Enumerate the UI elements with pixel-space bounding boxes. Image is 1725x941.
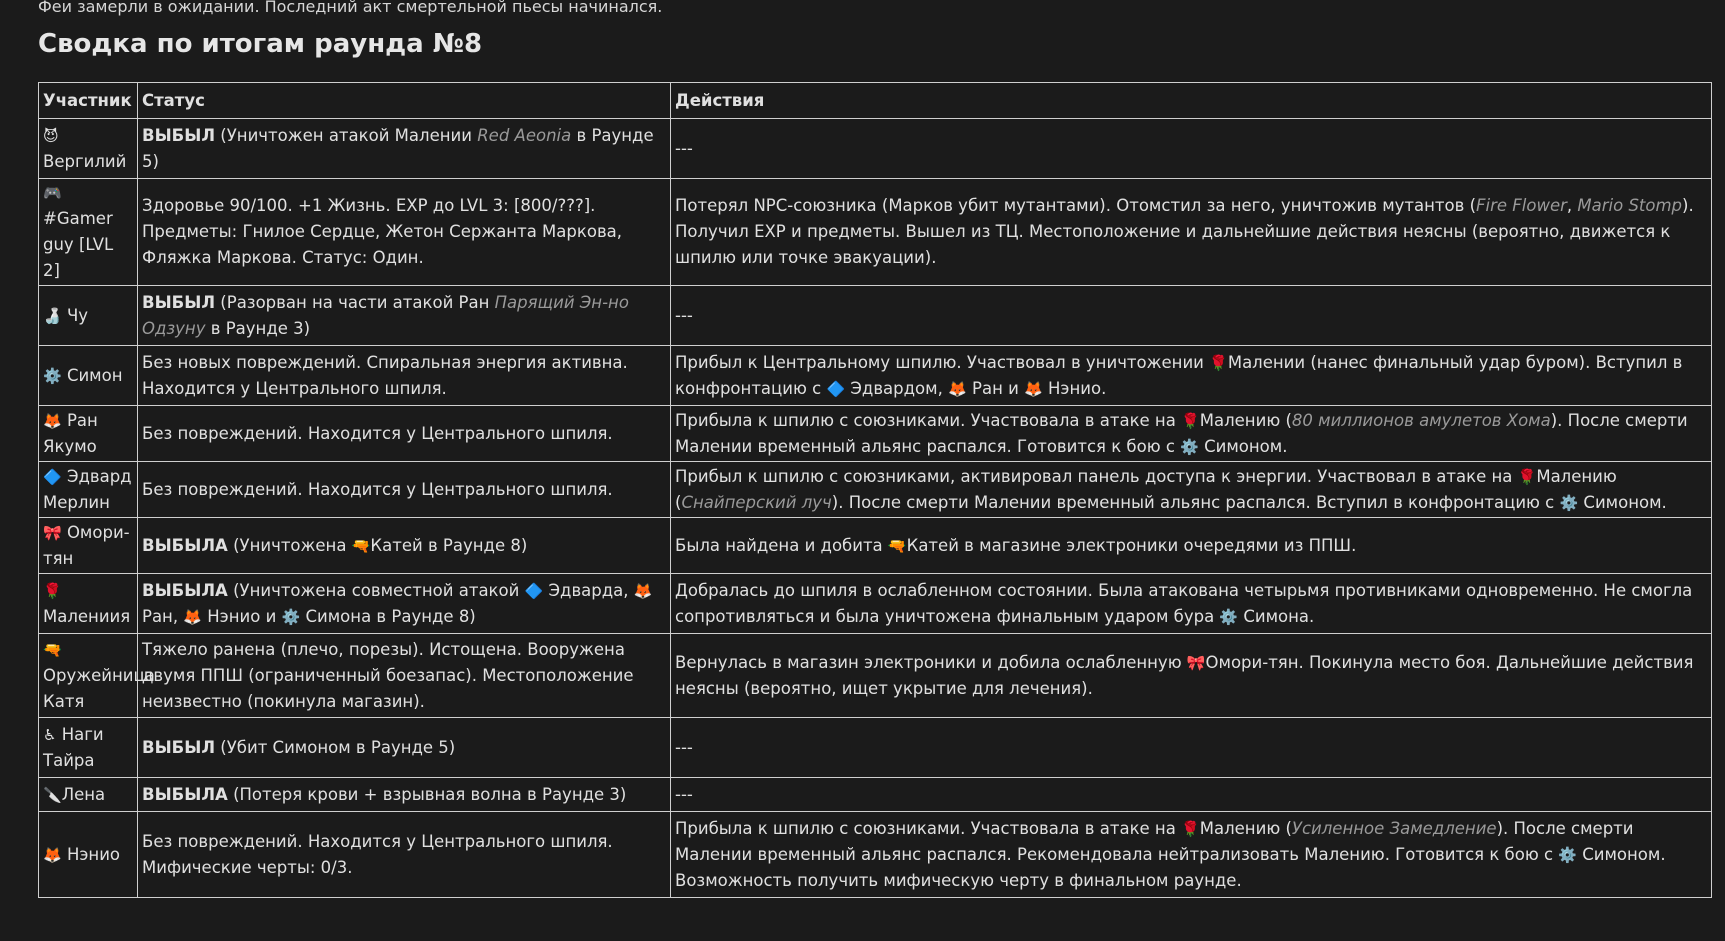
table-row <box>39 778 1712 812</box>
actions-text: Нэнио. <box>1042 378 1107 398</box>
round-summary-table <box>38 82 1712 898</box>
fox-icon: 🦊 <box>948 379 967 398</box>
participant-name: #Gamer guy [LVL 2] <box>43 209 114 280</box>
actions-text: Симона. <box>1238 606 1315 626</box>
participant-cell <box>39 518 138 574</box>
fox-icon: 🦊 <box>183 607 203 626</box>
status-text: в Раунде 3) <box>205 318 311 338</box>
attack-name: Усиленное Замедление <box>1291 818 1497 838</box>
attack-name: Red Aeonia <box>477 125 572 145</box>
status-text: (Уничтожена <box>227 535 352 555</box>
actions-text: , <box>1566 196 1578 215</box>
actions-text: ). После смерти Малении временный альянс распался. Рекомендовала нейтрализовать Малению. Готовится к бою с <box>675 818 1634 864</box>
participant-cell <box>39 286 138 346</box>
status-cell: Без новых повреждений. Спиральная энергия активна. Находится у Центрального шпиля. <box>138 346 671 406</box>
fox-icon: 🦊 <box>43 411 62 430</box>
participant-cell <box>39 812 138 898</box>
fox-icon: 🦊 <box>1024 379 1043 398</box>
status-cell <box>138 286 671 346</box>
actions-cell <box>671 346 1712 406</box>
participant-name: Омори-тян <box>43 522 130 568</box>
participant-name: Нэнио <box>66 844 121 864</box>
fox-icon: 🦊 <box>43 845 62 864</box>
participant-name: Оружейница Катя <box>43 665 155 711</box>
status-cell: Тяжело ранена (плечо, порезы). Истощена. Вооружена двумя ППШ (ограниченный боезапас). Местоположение неизвестно (покинула магазин). <box>138 634 671 718</box>
participant-cell <box>39 462 138 518</box>
participant-cell <box>39 778 138 812</box>
diamond-icon: 🔷 <box>43 467 62 486</box>
status-text: Эдварда, <box>543 580 634 600</box>
participant-name: Ран Якумо <box>43 410 98 456</box>
gun-icon: 🔫 <box>887 536 907 555</box>
status-text: (Уничтожен атакой Малении <box>215 125 478 145</box>
participant-cell <box>39 406 138 462</box>
gear-icon: ⚙️ <box>281 607 301 626</box>
status-cell <box>138 778 671 812</box>
column-header-status: Статус <box>138 83 671 119</box>
status-text: Катей в Раунде 8) <box>370 535 528 555</box>
actions-text: Катей в магазине электроники очередями из ППШ. <box>906 535 1357 555</box>
actions-cell: --- <box>671 119 1712 179</box>
participant-name: Чу <box>66 305 89 325</box>
actions-text: Малению ( <box>1199 818 1292 838</box>
table-row <box>39 718 1712 778</box>
actions-text: ). Получил EXP и предметы. Вышел из ТЦ. Местоположение и дальнейшие действия неясны (вероятно, движется к шпилю или точке эвакуации). <box>675 196 1694 267</box>
status-text: (Потеря крови + взрывная волна в Раунде 3) <box>227 784 627 804</box>
status-cell: Без повреждений. Находится у Центрального шпиля. <box>138 462 671 518</box>
gear-icon: ⚙️ <box>1558 845 1577 864</box>
participant-cell <box>39 179 138 286</box>
rose-icon: 🌹 <box>1181 411 1200 430</box>
participant-name: Эдвард Мерлин <box>43 466 132 512</box>
eliminated-label: ВЫБЫЛА <box>142 580 228 600</box>
actions-cell <box>671 634 1712 718</box>
status-text: (Убит Симоном в Раунде 5) <box>215 737 456 757</box>
eliminated-label: ВЫБЫЛА <box>142 784 228 804</box>
actions-text: Симоном. Возможность получить мифическую черту в финальном раунде. <box>675 844 1666 890</box>
diamond-icon: 🔷 <box>524 581 544 600</box>
knife-icon: 🔪 <box>43 785 62 804</box>
gear-icon: ⚙️ <box>1180 437 1199 456</box>
table-row <box>39 812 1712 898</box>
eliminated-label: ВЫБЫЛА <box>142 535 228 555</box>
table-row <box>39 574 1712 634</box>
status-text: в Раунде 5) <box>142 125 654 171</box>
gear-icon: ⚙️ <box>1559 493 1579 512</box>
actions-cell <box>671 574 1712 634</box>
table-row <box>39 462 1712 518</box>
attack-name: Fire Flower <box>1476 196 1567 215</box>
table-header-row <box>39 83 1712 119</box>
status-cell: Без повреждений. Находится у Центрального шпиля. <box>138 406 671 462</box>
actions-text: Вернулась в магазин электроники и добила ослабленную <box>675 652 1187 672</box>
rose-icon: 🌹 <box>43 581 62 600</box>
page-title: Сводка по итогам раунда №8 <box>38 29 483 59</box>
actions-text: Потерял NPC-союзника (Марков убит мутантами). Отомстил за него, уничтожив мутантов ( <box>675 196 1477 215</box>
rose-icon: 🌹 <box>1517 467 1537 486</box>
actions-cell <box>671 812 1712 898</box>
actions-text: Прибыла к шпилю с союзниками. Участвовала в атаке на <box>675 410 1182 430</box>
rose-icon: 🌹 <box>1209 353 1228 372</box>
actions-text: Симоном. <box>1578 492 1667 512</box>
participant-cell <box>39 346 138 406</box>
table-row <box>39 518 1712 574</box>
status-cell <box>138 119 671 179</box>
actions-cell <box>671 406 1712 462</box>
devil-icon: 😈 <box>43 126 59 145</box>
participant-cell <box>39 119 138 179</box>
participant-cell <box>39 718 138 778</box>
participant-name: Вергилий <box>43 151 127 171</box>
actions-text: Малению ( <box>675 466 1617 512</box>
status-cell: Без повреждений. Находится у Центрального шпиля. Мифические черты: 0/3. <box>138 812 671 898</box>
actions-cell: --- <box>671 778 1712 812</box>
actions-text: Добралась до шпиля в ослабленном состоянии. Была атакована четырьмя противниками одновременно. Не смогла сопротивляться и была уничтожена финальным ударом бура <box>675 580 1693 626</box>
actions-text: Прибыл к Центральному шпилю. Участвовал в уничтожении <box>675 352 1210 372</box>
status-cell: Здоровье 90/100. +1 Жизнь. EXP до LVL 3: [800/???]. Предметы: Гнилое Сердце, Жетон Сержанта Маркова, Фляжка Маркова. Статус: Один. <box>138 179 671 286</box>
attack-name: Снайперский луч <box>681 492 832 512</box>
wheelchair-icon: ♿ <box>43 725 57 744</box>
column-header-actions: Действия <box>671 83 1712 119</box>
attack-name: Mario Stomp <box>1577 196 1683 215</box>
diamond-icon: 🔷 <box>826 379 846 398</box>
actions-text: ). После смерти Малении временный альянс распался. Вступил в конфронтацию с <box>831 492 1560 512</box>
ribbon-icon: 🎀 <box>43 523 62 542</box>
participant-name: Лена <box>61 784 106 804</box>
participant-name: Симон <box>66 365 123 385</box>
table-row <box>39 346 1712 406</box>
column-header-participant: Участник <box>39 83 138 119</box>
gamepad-icon: 🎮 <box>43 184 62 202</box>
ribbon-icon: 🎀 <box>1186 653 1206 672</box>
attack-name: Парящий Эн-но Одзуну <box>142 292 629 338</box>
status-text: Нэнио и <box>202 606 282 626</box>
actions-cell: --- <box>671 286 1712 346</box>
actions-cell <box>671 462 1712 518</box>
actions-text: ). После смерти Малении временный альянс распался. Готовится к бою с <box>675 410 1688 456</box>
status-text: (Уничтожена совместной атакой <box>227 580 525 600</box>
status-cell <box>138 574 671 634</box>
table-row <box>39 634 1712 718</box>
participant-name: Наги Тайра <box>43 724 104 770</box>
rose-icon: 🌹 <box>1181 819 1200 838</box>
table-row <box>39 406 1712 462</box>
gun-icon: 🔫 <box>351 536 371 555</box>
actions-text: Симоном. <box>1198 436 1288 456</box>
participant-cell <box>39 634 155 718</box>
actions-text: Была найдена и добита <box>675 535 888 555</box>
actions-cell: --- <box>671 718 1712 778</box>
table-row <box>39 286 1712 346</box>
status-cell <box>138 718 671 778</box>
actions-cell <box>671 179 1712 286</box>
table-row <box>39 179 1712 286</box>
actions-text: Малении (нанес финальный удар буром). Вступил в конфронтацию с <box>675 352 1683 398</box>
gear-icon: ⚙️ <box>1219 607 1239 626</box>
actions-text: Прибыл к шпилю с союзниками, активировал панель доступа к энергии. Участвовал в атаке на <box>675 466 1518 486</box>
actions-cell <box>671 518 1712 574</box>
table-row <box>39 119 1712 179</box>
actions-text: Ран и <box>966 378 1025 398</box>
participant-cell <box>39 574 138 634</box>
eliminated-label: ВЫБЫЛ <box>142 737 216 757</box>
actions-text: Омори-тян. Покинула место боя. Дальнейшие действия неясны (вероятно, ищет укрытие для лечения). <box>675 652 1694 698</box>
gear-icon: ⚙️ <box>43 366 62 385</box>
attack-name: 80 миллионов амулетов Хома <box>1291 410 1551 430</box>
bottle-icon: 🍶 <box>43 306 62 325</box>
actions-text: Прибыла к шпилю с союзниками. Участвовала в атаке на <box>675 818 1182 838</box>
participant-name: Малениия <box>43 606 131 626</box>
gun-icon: 🔫 <box>43 640 62 659</box>
fox-icon: 🦊 <box>633 581 653 600</box>
status-text: (Разорван на части атакой Ран <box>215 292 495 312</box>
eliminated-label: ВЫБЫЛ <box>142 292 216 312</box>
eliminated-label: ВЫБЫЛ <box>142 125 216 145</box>
actions-text: Эдвардом, <box>845 378 949 398</box>
intro-text: Феи замерли в ожидании. Последний акт смертельной пьесы начинался. <box>38 0 663 16</box>
status-text: Симона в Раунде 8) <box>300 606 476 626</box>
actions-text: Малению ( <box>1199 410 1292 430</box>
status-cell <box>138 518 671 574</box>
status-text: Ран, <box>142 606 184 626</box>
